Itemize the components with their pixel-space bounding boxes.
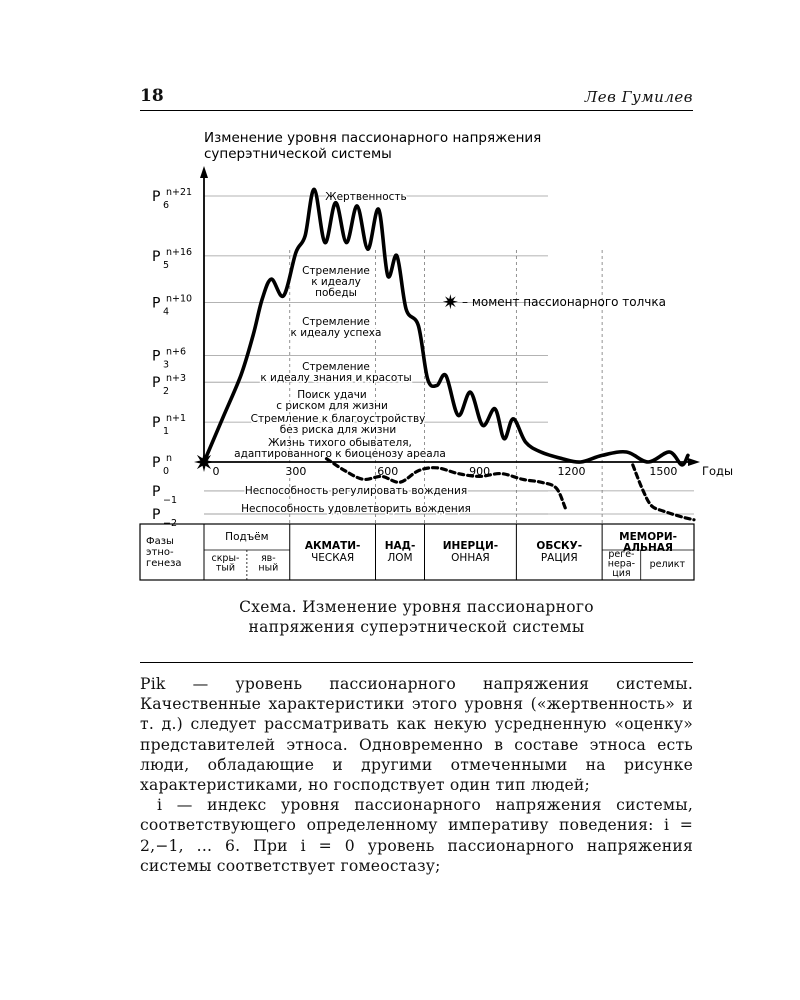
phase-table [140,524,694,580]
level-description: с риском для жизни [276,400,388,412]
phase-subname: скры- [211,553,240,564]
running-head: Лев Гумилев [584,88,693,106]
phase-name: АКМАТИ- [304,540,361,552]
level-superscript: n+1 [166,413,187,425]
level-description: Стремление [302,265,370,277]
level-base: P [152,483,161,500]
body-text [140,674,693,876]
level-description: Стремление к благоустройству [250,413,426,425]
phase-subname: реге- [608,549,635,560]
page-number: 18 [140,86,164,106]
x-tick-labels [213,465,678,478]
level-base: P [152,189,161,205]
level-base: P [152,507,161,523]
level-description: Стремление [302,361,370,373]
x-axis-label: Годы [702,464,734,478]
legend [442,290,666,314]
x-tick-label: 0 [212,465,220,478]
level-description: к идеалу [311,276,361,288]
level-subscript: 0 [163,466,170,477]
level-superscript: n+16 [166,246,193,258]
level-superscript: n+21 [166,187,193,198]
x-tick-label: 1500 [649,465,678,478]
y-level-label [152,507,177,529]
level-description: без риска для жизни [279,424,397,436]
figure-caption-line-1: Схема. Изменение уровня пассионарного [239,598,594,616]
x-tick-label: 600 [377,465,399,478]
level-subscript: −2 [163,518,178,529]
y-level-label [152,247,192,271]
y-level-label [152,373,186,397]
phase-name: ЧЕСКАЯ [311,552,355,564]
phase-subname: тый [215,562,236,574]
y-level-labels [152,187,192,529]
level-description: победы [315,287,357,299]
phase-subname: ный [258,562,279,574]
phase-name: ОННАЯ [451,552,490,564]
level-base: P [152,348,161,365]
level-subscript: 6 [163,200,170,211]
impulse-marker [194,452,214,472]
y-level-label [152,453,172,477]
level-base: P [152,295,161,312]
level-subscript: 2 [163,386,170,398]
level-description: к идеалу успеха [290,327,382,339]
phase-row-label: генеза [146,558,182,569]
level-superscript: n+3 [166,373,187,385]
level-base: P [152,415,161,432]
phase-name: ЛОМ [387,552,413,564]
phase-subname: нера- [607,558,636,570]
x-axis-arrow [688,458,700,466]
paragraph: i — индекс уровня пассионарного напряжения системы, соответствующего определенному императиву поведения: i = 2,−1, ... 6. При i = 0 уровень пассионарного напряжения системы соответствует гомеостазу; [140,796,693,875]
series-lines [204,189,694,519]
level-subscript: 4 [163,306,170,318]
level-base: P [152,455,161,471]
figure-caption-line-2: напряжения суперэтнической системы [248,618,585,636]
level-description: Стремление [302,316,370,328]
level-superscript: n [166,453,173,464]
phase-name: НАД- [384,540,416,552]
level-description: адаптированного к биоценозу ареала [234,448,446,460]
level-description: Жертвенность [325,191,407,203]
phase-name: ОБСКУ- [536,540,583,552]
y-level-label [152,187,192,211]
level-description: Поиск удачи [297,389,367,401]
x-tick-label: 900 [469,465,491,478]
y-level-label [152,293,192,317]
level-description: Жизнь тихого обывателя, [268,437,412,449]
paragraph: Pik — уровень пассионарного напряжения системы. Качественные характеристики этого уровня («жертвенность» и т. д.) следует рассматривать как некую усредненную «оценку» представителей этноса. Одновременно в составе этноса есть люди, обладающие и другими отмеченными на рисунке характеристиками, но господствует один тип людей; [140,675,693,795]
legend-label: – момент пассионарного толчка [462,295,666,309]
phase-subname: ция [612,568,631,579]
series-line [327,459,566,509]
phase-subname: яв- [260,553,276,564]
level-subscript: −1 [163,494,178,506]
level-subscript: 5 [163,259,170,271]
phase-row-label: Фазы [146,536,174,547]
body-rule [140,662,693,663]
chart-title-line-2: суперэтнической системы [204,146,392,162]
level-base: P [152,248,161,265]
level-subscript: 1 [163,426,170,438]
level-description: к идеалу знания и красоты [260,372,412,384]
phase-name: АЛЬНАЯ [623,542,673,554]
impulse-star-icon [194,452,214,472]
phase-name: ИНЕРЦИ- [442,540,499,552]
y-axis-arrow [200,166,208,178]
level-base: P [152,375,161,392]
level-superscript: n+10 [166,293,193,305]
level-subscript: 3 [163,359,170,371]
level-description: Неспособность удовлетворить вождения [241,503,471,515]
x-tick-label: 300 [285,465,307,478]
phase-name: Подъём [225,531,269,543]
x-tick-label: 1200 [557,465,586,478]
level-gridlines [204,196,694,514]
level-description: Неспособность регулировать вождения [244,485,468,497]
y-level-label [152,347,186,371]
phase-name: РАЦИЯ [540,552,578,564]
level-superscript: n+6 [166,346,187,358]
chart-title-line-1: Изменение уровня пассионарного напряжения [204,130,542,146]
y-level-label [152,484,177,506]
phase-subname: реликт [649,559,686,570]
y-level-label [152,413,186,437]
impulse-legend-icon: ✷ [442,290,459,314]
phase-row-label: этно- [146,547,174,558]
phase-name: МЕМОРИ- [619,531,677,543]
